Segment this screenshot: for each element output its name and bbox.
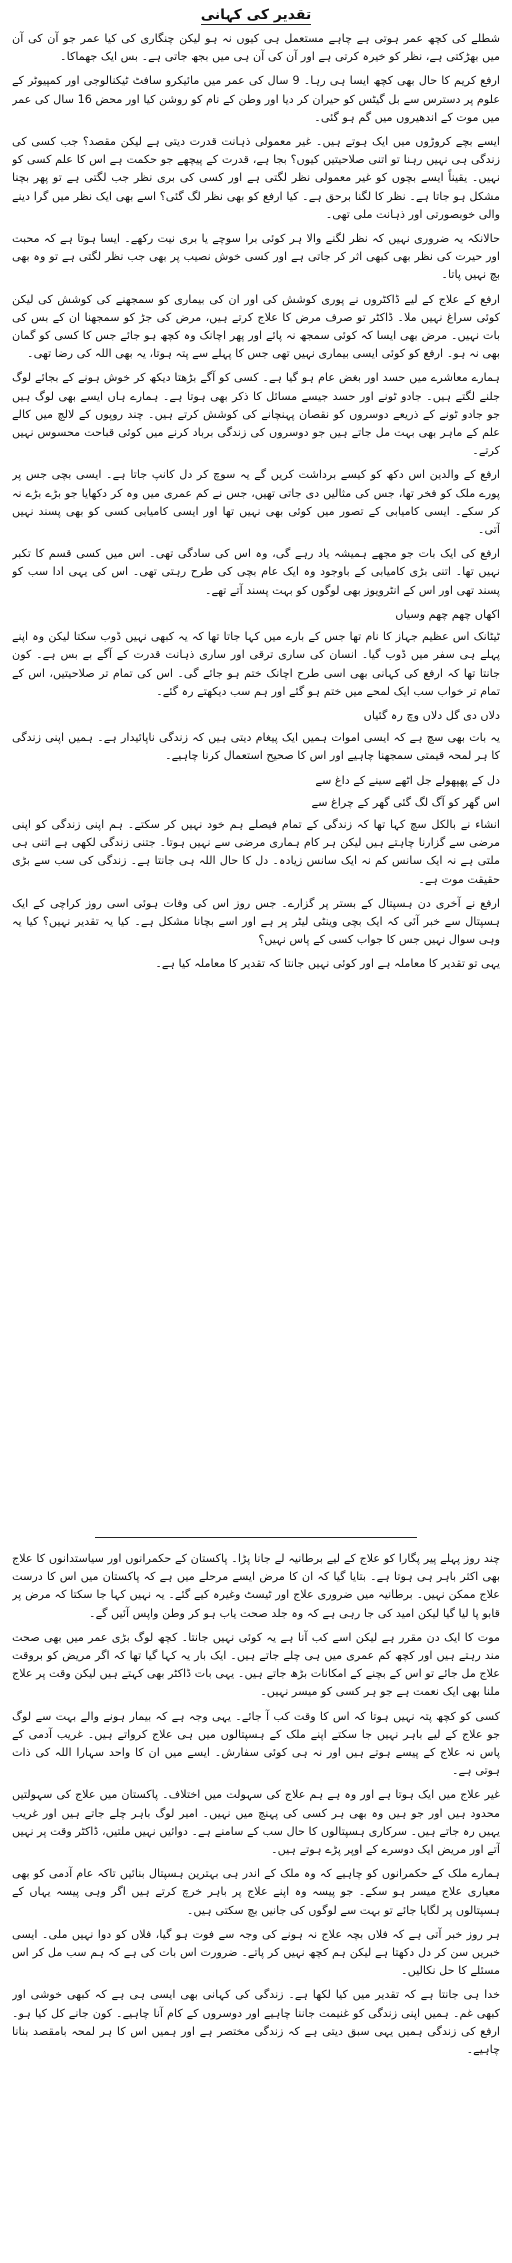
column-title: تقدیر کی کہانی [200, 7, 312, 23]
paragraph: حالانکہ یہ ضروری نہیں کہ نظر لگنے والا ہر کوئی برا سوچے یا بری نیت رکھے۔ ایسا ہوتا ہے کہ محبت اور حیرت کی نظر بھی کبھی اثر کر جاتی ہے اور کسی خوش نصیب پر بھی جب نظر لگتی ہے تو وہ بھی بچ نہیں پاتا۔ [12, 232, 500, 282]
article-section-1 [12, 30, 500, 1525]
paragraph: ہمارے ملک کے حکمرانوں کو چاہیے کہ وہ ملک کے اندر ہی بہترین ہسپتال بنائیں تاکہ عام آدمی کو بھی معیاری علاج میسر ہو سکے۔ جو پیسہ وہ اپنے علاج پر باہر خرچ کرتے ہیں اگر وہی پیسہ یہاں کے ہسپتالوں پر لگایا جائے تو بہت سے لوگوں کی جانیں بچ سکتی ہیں۔ [12, 1867, 500, 1917]
paragraph: ارفع نے آخری دن ہسپتال کے بستر پر گزارے۔ جس روز اس کی وفات ہوئی اسی روز کراچی کے ایک ہسپتال سے خبر آئی کہ ایک بچی وینٹی لیٹر پر ہے اور اسے بچانا مشکل ہے۔ کیا یہ تقدیر نہیں؟ کیا یہ وہی سوال نہیں جس کا جواب کسی کے پاس نہیں؟ [12, 896, 500, 947]
paragraph: انشاء نے بالکل سچ کہا تھا کہ زندگی کے تمام فیصلے ہم خود نہیں کر سکتے۔ ہم اپنی زندگی کو اپنی مرضی سے گزارنا چاہتے ہیں لیکن ہر کام ہماری مرضی سے نہیں ہوتا۔ جتنی زندگی لکھی ہے اتنی ہی ملتی ہے نہ ایک سانس کم نہ ایک سانس زیادہ۔ دل کا حال اللہ ہی جانتا ہے۔ زندگی کی سب سے بڑی حقیقت موت ہے۔ [12, 817, 500, 886]
paragraph: ارفع کے والدین اس دکھ کو کیسے برداشت کریں گے یہ سوچ کر دل کانپ جاتا ہے۔ ایسی بچی جس پر پورے ملک کو فخر تھا، جس کی مثالیں دی جاتی تھیں، جس نے کم عمری میں وہ کر دکھایا جو بڑے بڑے نہ کر سکے۔ ایسی کامیابی کے تصور میں کوئی بھی نہیں تھا اور ایسی کامیابی کسی کو بھی پسند نہیں آتی۔ [12, 468, 500, 537]
paragraph: یہ بات بھی سچ ہے کہ ایسی اموات ہمیں ایک پیغام دیتی ہیں کہ زندگی ناپائیدار ہے۔ ہمیں اپنی زندگی کا ہر لمحہ قیمتی سمجھنا چاہیے اور اس کا صحیح استعمال کرنا چاہیے۔ [12, 731, 500, 763]
paragraph: خدا ہی جانتا ہے کہ تقدیر میں کیا لکھا ہے۔ زندگی کی کہانی بھی ایسی ہی ہے کہ کبھی خوشی اور کبھی غم۔ ہمیں اپنی زندگی کو غنیمت جاننا چاہیے اور دوسروں کے کام آنا چاہیے۔ کون جانے کل کیا ہو۔ ارفع کی زندگی ہمیں یہی سبق دیتی ہے کہ زندگی مختصر ہے اور ہمیں اس کا ہر لمحہ بامقصد بنانا چاہیے۔ [12, 1988, 500, 2057]
section-divider [95, 1537, 417, 1538]
paragraph: ہمارے معاشرے میں حسد اور بغض عام ہو گیا ہے۔ کسی کو آگے بڑھتا دیکھ کر خوش ہونے کے بجائے لوگ جلنے لگتے ہیں۔ جادو ٹونے اور حسد جیسے مسائل کا ذکر بھی ہوتا ہے۔ ہمارے ہاں ایسے بھی لوگ ہیں جو جادو ٹونے کے ذریعے دوسروں کو نقصان پہنچانے کی کوشش کرتے ہیں۔ چند روپوں کے لالچ میں کالے علم کے ماہر بھی بہت مل جاتے ہیں جو دوسروں کی زندگی برباد کرنے میں کوئی قباحت محسوس نہیں کرتے۔ [12, 371, 500, 458]
paragraph: غیر علاج میں ایک ہوتا ہے اور وہ ہے ہم علاج کی سہولت میں اختلاف۔ پاکستان میں علاج کی سہولتیں محدود ہیں اور جو ہیں وہ بھی ہر کسی کی پہنچ میں نہیں۔ امیر لوگ باہر چلے جاتے ہیں اور غریب یہیں رہ جاتے ہیں۔ سرکاری ہسپتالوں کا حال سب کے سامنے ہے۔ دوائیں نہیں ملتیں، ڈاکٹر وقت پر نہیں آتے اور مریض ایک دوسرے کے اوپر پڑے ہوتے ہیں۔ [12, 1788, 500, 1857]
verse-line: اس گھر کو آگ لگ گئی گھر کے چراغ سے [311, 795, 500, 809]
paragraph: موت کا ایک دن مقرر ہے لیکن اسے کب آنا ہے یہ کوئی نہیں جانتا۔ کچھ لوگ بڑی عمر میں بھی صحت مند رہتے ہیں اور کچھ کم عمری میں ہی چلے جاتے ہیں۔ ایک بار یہ کہا گیا تھا کہ اگر مریض کو بروقت علاج مل جائے تو اس کے بچنے کے امکانات بڑھ جاتے ہیں۔ یہی بات ڈاکٹر بھی کہتے ہیں لیکن وقت پر علاج ملنا بھی ایک نعمت ہے جو ہر کسی کو میسر نہیں۔ [12, 1630, 500, 1699]
paragraph: یہی تو تقدیر کا معاملہ ہے اور کوئی نہیں جانتا کہ تقدیر کا معاملہ کیا ہے۔ [155, 957, 500, 971]
verse-line: اکھاں چھم چھم وسیاں [395, 607, 500, 621]
paragraph: ایسے بچے کروڑوں میں ایک ہوتے ہیں۔ غیر معمولی ذہانت قدرت دیتی ہے لیکن مقصد؟ جب کسی کی زندگی ہی نہیں رہنا تو اتنی صلاحیتیں کیوں؟ بجا ہے، قدرت کے پیچھے جو حکمت ہے اس کا علم کسی کو نہیں۔ یقیناً ایسے بچوں کو غیر معمولی نظر لگتی ہے اور کسی کی بری نظر جب لگتی ہے تو پھر بچنا مشکل ہو جاتا ہے۔ نظر کا لگنا برحق ہے۔ کیا ارفع کو بھی نظر لگ گئی؟ اسے بھی ایک نظر میں گرا دینے والی خوبصورتی اور ذہانت ملی تھی۔ [12, 135, 500, 221]
paragraph: ٹیٹانک اس عظیم جہاز کا نام تھا جس کے بارے میں کہا جاتا تھا کہ یہ کبھی نہیں ڈوب سکتا لیکن وہ اپنے پہلے ہی سفر میں ڈوب گیا۔ انسان کی ساری ترقی اور ساری ذہانت قدرت کے آگے بے بس ہے۔ کون جانتا تھا کہ ارفع کی کہانی بھی اسی طرح اچانک ختم ہو جائے گی۔ اس کی تمام تر صلاحیتیں، اس کے تمام تر خواب سب ایک لمحے میں ختم ہو گئے اور ہم سب دیکھتے رہ گئے۔ [12, 630, 500, 698]
article-section-2 [12, 1550, 500, 2250]
verse-line: دلاں دی گل دلاں وچ رہ گئیاں [363, 708, 500, 722]
paragraph: ہر روز خبر آتی ہے کہ فلاں بچہ علاج نہ ہونے کی وجہ سے فوت ہو گیا، فلاں کو دوا نہیں ملی۔ ایسی خبریں سن کر دل دکھتا ہے لیکن ہم کچھ نہیں کر پاتے۔ ضرورت اس بات کی ہے کہ ہم سب مل کر اس مسئلے کا حل نکالیں۔ [12, 1927, 500, 1978]
paragraph: کسی کو کچھ پتہ نہیں ہوتا کہ اس کا وقت کب آ جائے۔ یہی وجہ ہے کہ بیمار ہونے والے بہت سے لوگ جو علاج کے لیے باہر نہیں جا سکتے اپنے ملک کے ہسپتالوں میں ہی علاج کرواتے ہیں۔ غریب آدمی کے پاس نہ علاج کے پیسے ہوتے ہیں اور نہ ہی کوئی سفارش۔ ایسے میں ان کا واحد سہارا اللہ کی ذات ہوتی ہے۔ [12, 1709, 500, 1778]
verse-line: دل کے پھپھولے جل اٹھے سینے کے داغ سے [315, 773, 500, 787]
column-header [12, 0, 500, 30]
paragraph: چند روز پہلے پیر پگارا کو علاج کے لیے برطانیہ لے جانا پڑا۔ پاکستان کے حکمرانوں اور سیاستدانوں کا علاج بھی اکثر باہر ہی ہوتا ہے۔ بتایا گیا کہ ان کا مرض ایسے مرحلے میں ہے کہ پاکستان میں اس کا درست علاج ممکن نہیں۔ برطانیہ میں ضروری علاج اور ٹیسٹ وغیرہ کیے گئے۔ یہ نہیں کہا جا سکتا کہ مرض پر قابو پا لیا گیا لیکن امید کی جا رہی ہے کہ وہ جلد صحت یاب ہو کر وطن واپس آئیں گے۔ [12, 1552, 500, 1620]
paragraph: شطلے کی کچھ عمر ہوتی ہے چاہے مستعمل ہی کیوں نہ ہو لیکن چنگاری کی کیا عمر جو آن کی آن میں بھڑکتی ہے، نظر کو خیرہ کرتی ہے اور آن کی آن ہی میں بجھ جاتی ہے۔ بس ایک جھماکا۔ [12, 32, 500, 64]
paragraph: ارفع کی ایک بات جو مجھے ہمیشہ یاد رہے گی، وہ اس کی سادگی تھی۔ اس میں کسی قسم کا تکبر نہیں تھا۔ اتنی بڑی کامیابی کے باوجود وہ ایک عام بچی کی طرح رہتی تھی۔ اس کی یہی ادا سب کو پسند تھی اور اس کے انٹرویوز بھی لوگوں کو بہت پسند آتے تھے۔ [12, 547, 500, 597]
paragraph: ارفع کے علاج کے لیے ڈاکٹروں نے پوری کوشش کی اور ان کی بیماری کو سمجھنے کی کوشش کی لیکن کوئی سراغ نہیں ملا۔ ڈاکٹر تو صرف مرض کا علاج کرتے ہیں، مرض کی جڑ کو سمجھنا ان کے بس کی بات نہیں۔ مرض بھی ایسا کہ کوئی سمجھ نہ پائے اور پھر اچانک وہ کچھ ہو جائے جس کا کسی کو گمان بھی نہ ہو۔ ارفع کو کوئی ایسی بیماری نہیں تھی جس کا پہلے سے پتہ ہوتا، یہ بھی اللہ کی رضا تھی۔ [12, 292, 500, 361]
paragraph: ارفع کریم کا حال بھی کچھ ایسا ہی رہا۔ 9 سال کی عمر میں مائیکرو سافٹ ٹیکنالوجی اور کمپیوٹر کے علوم پر دسترس سے بل گیٹس کو حیران کر دیا اور وطن کے نام کو روشن کیا اور محض 16 سال کی عمر میں موت کے اندھیروں میں گم ہو گئی۔ [12, 74, 500, 124]
